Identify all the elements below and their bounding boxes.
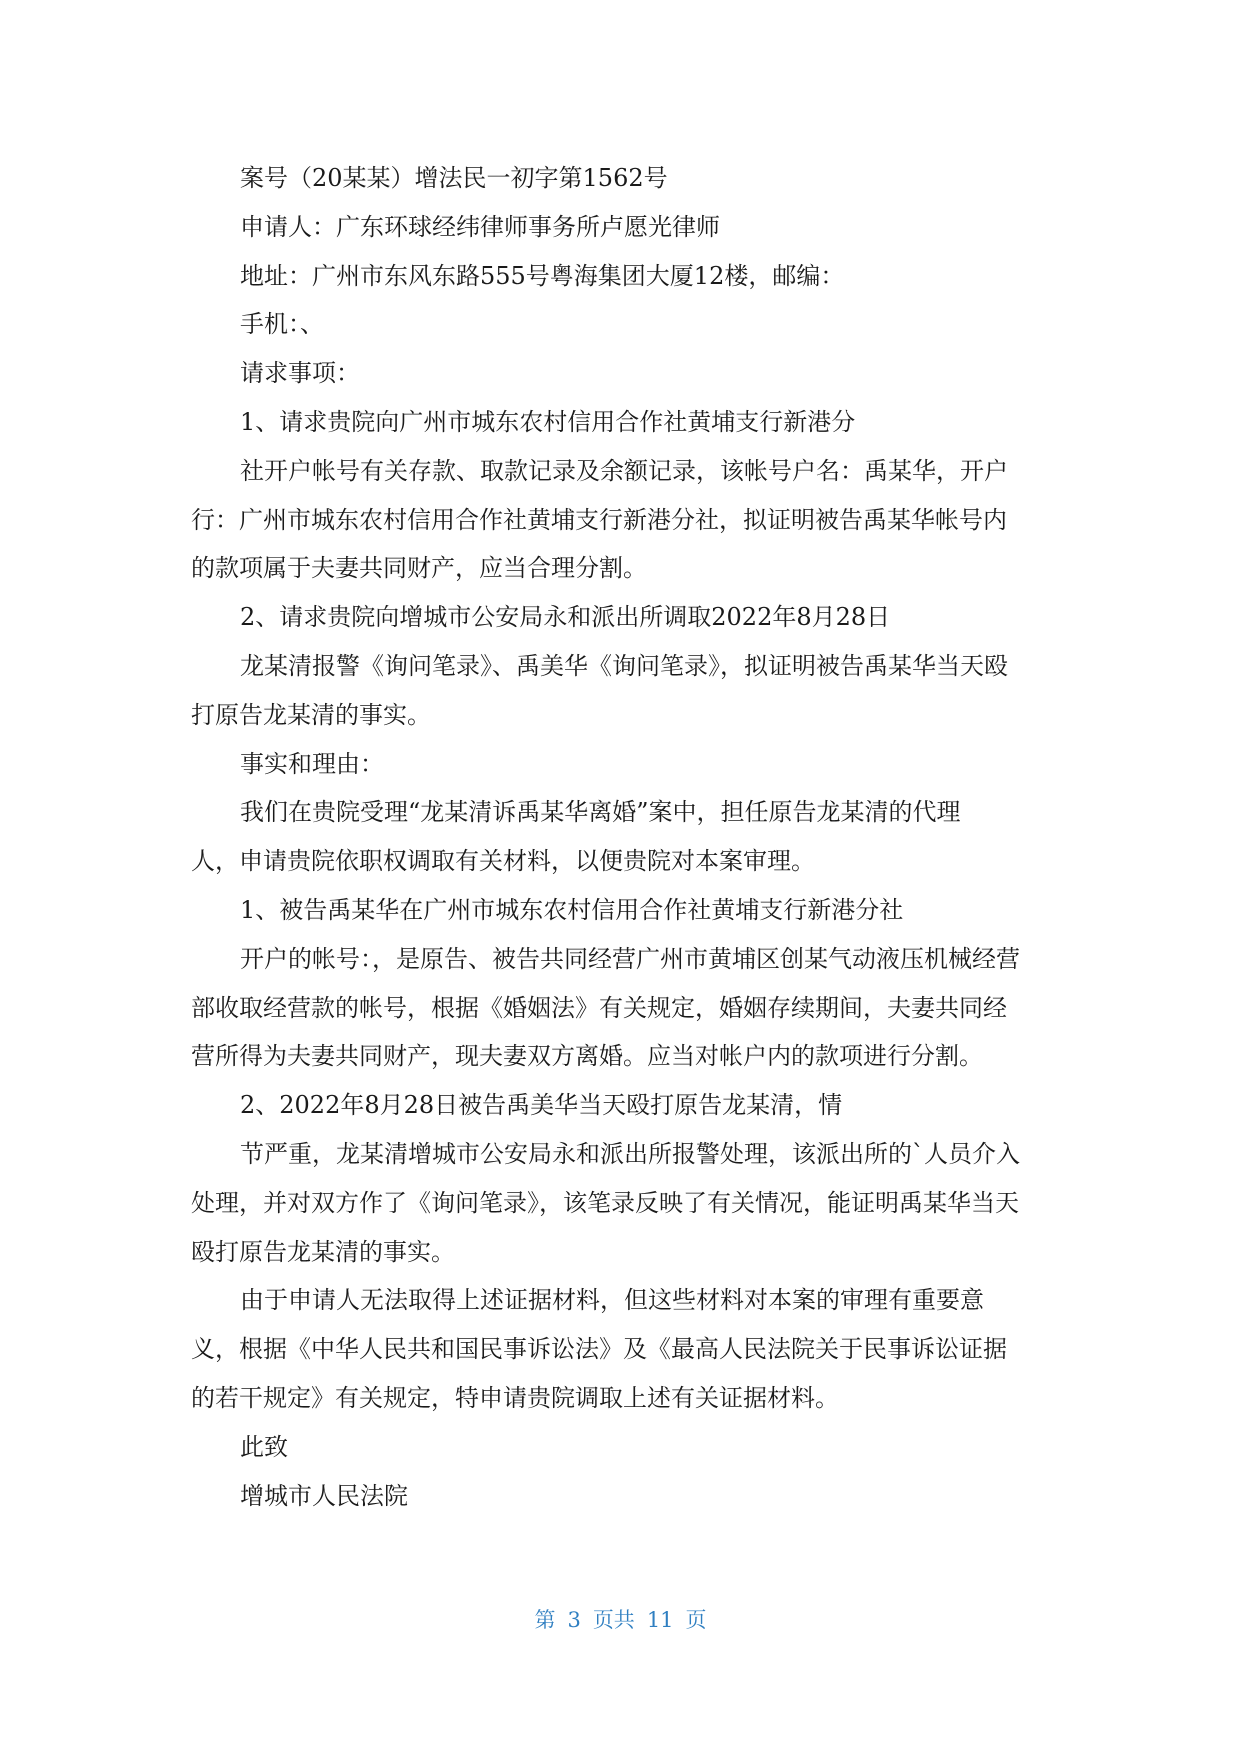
fact-1-line-1: 1、被告禹某华在广州市城东农村信用合作社黄埔支行新港分社 xyxy=(240,895,904,924)
address-line: 地址：广州市东风东路555号粤海集团大厦12楼，邮编： xyxy=(240,261,845,290)
fact-1-line-2: 开户的帐号：，是原告、被告共同经营广州市黄埔区创某气动液压机械经营 xyxy=(240,944,1020,973)
request-item-1-line-2: 社开户帐号有关存款、取款记录及余额记录，该帐号户名：禹某华，开户 xyxy=(240,456,1008,485)
facts-intro-line-2: 人，申请贵院依职权调取有关材料，以便贵院对本案审理。 xyxy=(191,847,815,876)
conclusion-line-1: 由于申请人无法取得上述证据材料，但这些材料对本案的审理有重要意 xyxy=(240,1286,984,1315)
request-item-1-line-3: 行：广州市城东农村信用合作社黄埔支行新港分社，拟证明被告禹某华帐号内 xyxy=(191,505,1007,534)
fact-2-line-1: 2、2022年8月28日被告禹美华当天殴打原告龙某清，情 xyxy=(240,1091,843,1120)
request-item-2-line-1: 2、请求贵院向增城市公安局永和派出所调取2022年8月28日 xyxy=(240,603,891,632)
fact-1-line-4: 营所得为夫妻共同财产，现夫妻双方离婚。应当对帐户内的款项进行分割。 xyxy=(191,1042,983,1071)
request-item-1-line-4: 的款项属于夫妻共同财产，应当合理分割。 xyxy=(191,554,647,583)
footer-prefix: 第 xyxy=(534,1608,556,1632)
salutation-line: 此致 xyxy=(240,1432,288,1461)
request-item-2-line-3: 打原告龙某清的事实。 xyxy=(191,700,431,729)
request-item-1-line-1: 1、请求贵院向广州市城东农村信用合作社黄埔支行新港分 xyxy=(240,407,856,436)
request-items-heading: 请求事项： xyxy=(240,359,360,388)
case-number-line: 案号（20某某）增法民一初字第1562号 xyxy=(240,164,668,192)
footer-total-pages: 11 xyxy=(646,1608,674,1632)
fact-2-line-2: 节严重，龙某清增城市公安局永和派出所报警处理，该派出所的`人员介入 xyxy=(240,1139,1020,1168)
recipient-court-line: 增城市人民法院 xyxy=(240,1481,408,1510)
applicant-line: 申请人：广东环球经纬律师事务所卢愿光律师 xyxy=(240,212,720,241)
request-item-2-line-2: 龙某清报警《询问笔录》、禹美华《询问笔录》，拟证明被告禹某华当天殴 xyxy=(240,651,1008,680)
footer-suffix: 页 xyxy=(685,1608,707,1632)
footer-current-page: 3 xyxy=(567,1608,581,1632)
document-body xyxy=(191,154,1052,1520)
fact-1-line-3: 部收取经营款的帐号，根据《婚姻法》有关规定，婚姻存续期间，夫妻共同经 xyxy=(191,993,1007,1022)
fact-2-line-4: 殴打原告龙某清的事实。 xyxy=(191,1237,455,1266)
page-footer xyxy=(0,1604,1241,1634)
footer-middle: 页共 xyxy=(592,1608,635,1632)
conclusion-line-2: 义，根据《中华人民共和国民事诉讼法》及《最高人民法院关于民事诉讼证据 xyxy=(191,1335,1007,1364)
facts-reasons-heading: 事实和理由： xyxy=(240,749,384,778)
fact-2-line-3: 处理，并对双方作了《询问笔录》，该笔录反映了有关情况，能证明禹某华当天 xyxy=(191,1188,1019,1217)
conclusion-line-3: 的若干规定》有关规定，特申请贵院调取上述有关证据材料。 xyxy=(191,1383,839,1412)
phone-line: 手机：、 xyxy=(240,310,324,339)
facts-intro-line-1: 我们在贵院受理“龙某清诉禹某华离婚”案中，担任原告龙某清的代理 xyxy=(240,798,961,827)
